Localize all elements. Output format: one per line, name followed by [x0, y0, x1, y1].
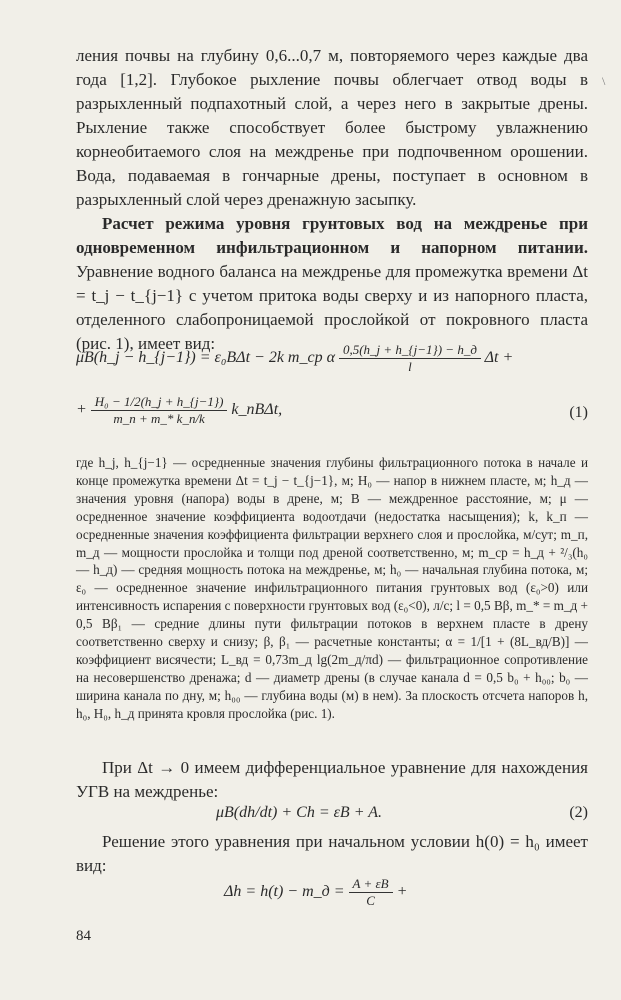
formula-1-denominator-b: m_п + m_* k_п/k — [113, 411, 205, 426]
formula-1-numerator-b: H₀ − 1/2(h_j + h_{j−1}) — [91, 394, 228, 411]
section-paragraph — [76, 212, 588, 356]
formula-3-denominator: C — [366, 893, 375, 908]
formula-1-fraction-b — [91, 394, 228, 427]
page-number: 84 — [76, 928, 91, 944]
formula-1-numerator-a: 0,5(h_j + h_{j−1}) − h_д — [339, 342, 481, 359]
paragraph-3 — [76, 830, 588, 878]
formula-1-line-2 — [76, 394, 588, 427]
section-text: Уравнение водного баланса на междренье для промежутка времени Δt = t_j − t_{j−1} с учетом притока воды сверху и из напорного пласта, отделенного слабопроницаемой прослойкой от покровного пласта (рис. 1), имеет вид: — [76, 262, 588, 353]
formula-3-fraction — [349, 876, 393, 909]
paragraph-2-text: При Δt → 0 имеем дифференциальное уравнение для нахождения УГВ на междренье: — [76, 758, 588, 801]
margin-mark: \ — [602, 74, 606, 88]
legend-text: где h_j, h_{j−1} — осредненные значения глубины фильтрационного потока в начале и конце промежутка времени Δt = t_j − t_{j−1}, м; H₀ — напор в нижнем пласте, м; h_д — значения уровня (напора) воды в дрене, м; B — междренное расстояние, м; μ — осредненное значение коэффициента водоотдачи (недостатка насыщения); k, k_п — осредненные значения коэффициента фильтрации верхнего слоя и прослойка, м/сут; m_п, m_д — мощности прослойка и толщи под дреной соответственно, м; m_ср = h_д + ²/₃(h₀ — h_д) — средняя мощность потока на междренье, м; h₀ — начальная глубина потока, м; ε₀ — осредненное значение инфильтрационного питания грунтовых вод (ε₀>0) или интенсивность испарения с поверхности грунтовых вод (ε₀<0), л/с; l = 0,5 Bβ, m_* = m_д + 0,5 Bβ₁ — средние длины пути фильтрации потоков в верхнем пласте в дрену соответственно сверху и снизу; β, β₁ — расчетные константы; α = 1/[1 + (8L_вд/B)] — коэффициент висячести; L_вд = 0,73m_д lg(2m_д/πd) — фильтрационное сопротивление на несовершенство дренажа; d — диаметр дрены (в случае канала d = 0,5 b₀ + h₀₀; b₀ — ширина канала по дну, м; h₀₀ — глубина воды (м) в нем). За плоскость отсчета напоров h, h₀, H₀, h_д принята кровля прослойка (рис. 1). — [76, 455, 588, 721]
equation-number-2: (2) — [569, 804, 588, 821]
formula-3 — [224, 876, 484, 909]
formula-3-numerator: A + εB — [349, 876, 393, 893]
formula-1-plus: + — [76, 401, 87, 419]
variable-legend — [76, 454, 588, 723]
formula-1-denominator-a: l — [408, 359, 412, 374]
formula-2-expression: μB(dh/dt) + Ch = εB + A. — [216, 804, 382, 821]
paragraph-2 — [76, 756, 588, 804]
formula-1-tail: k_пBΔt, — [231, 401, 283, 419]
section-heading: Расчет режима уровня грунтовых вод на междренье при одновременном инфильтрационном и напорном питании. — [76, 214, 588, 257]
equation-number-1: (1) — [569, 404, 588, 421]
paragraph-3-text: Решение этого уравнения при начальном условии h(0) = h₀ имеет вид: — [76, 832, 588, 875]
formula-1-fraction-a — [339, 342, 481, 375]
intro-text: ления почвы на глубину 0,6...0,7 м, повторяемого через каждые два года [1,2]. Глубокое рыхление почвы облегчает отвод воды в разрыхленный подпахотный слой, а через него в закрытые дрены. Рыхление также способствует более быстрому увлажнению корнеобитаемого слоя на междренье при подпочвенном орошении. Вода, подаваемая в гончарные дрены, поступает в основном в разрыхленный слой через дренажную засыпку. — [76, 46, 588, 209]
formula-3-right: + — [396, 883, 408, 901]
formula-1-line-1 — [76, 342, 588, 375]
formula-1-left: μB(h_j − h_{j−1}) = ε₀BΔt − 2k m_ср α — [76, 349, 335, 367]
intro-paragraph — [76, 44, 588, 212]
formula-3-left: Δh = h(t) − m_д = — [224, 883, 345, 901]
formula-1-right: Δt + — [484, 349, 514, 367]
